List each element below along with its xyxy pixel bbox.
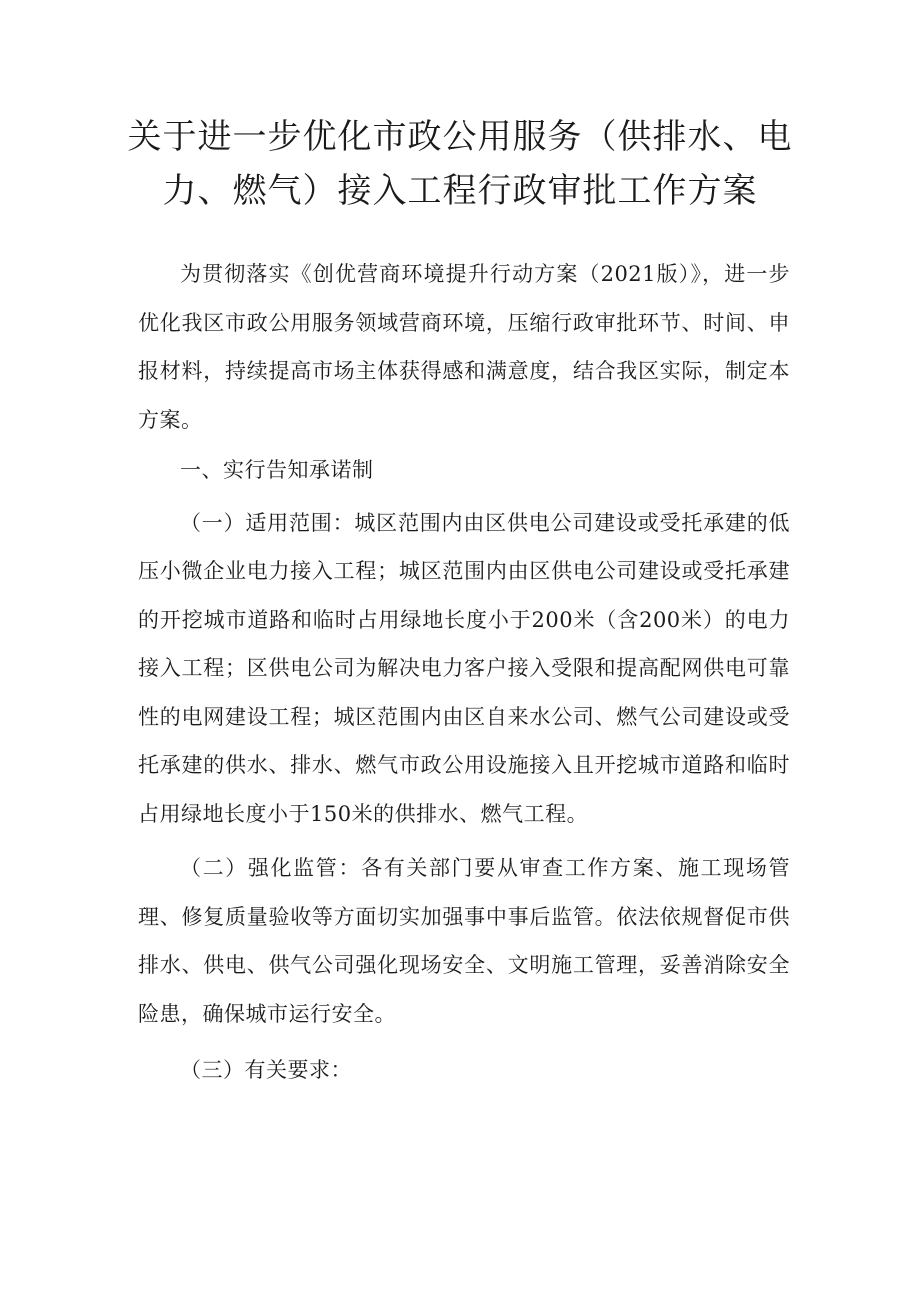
title-line-1: 关于进一步优化市政公用服务（供排水、电 <box>127 117 793 157</box>
paragraph-scope: （一）适用范围：城区范围内由区供电公司建设或受托承建的低压小微企业电力接入工程；城区范围内由区供电公司建设或受托承建的开挖城市道路和临时占用绿地长度小于200米（含200米）的电力接入工程；区供电公司为解决电力客户接入受限和提高配网供电可靠性的电网建设工程；城区范围内由区自来水公司、燃气公司建设或受托承建的供水、排水、燃气市政公用设施接入且开挖城市道路和临时占用绿地长度小于150米的供排水、燃气工程。 <box>138 510 790 826</box>
document-title <box>120 110 800 218</box>
section-heading-1: 一、实行告知承诺制 <box>180 458 374 482</box>
paragraph-supervision: （二）强化监管：各有关部门要从审查工作方案、施工现场管理、修复质量验收等方面切实加强事中事后监管。依法依规督促市供排水、供电、供气公司强化现场安全、文明施工管理，妥善消除安全险患，确保城市运行安全。 <box>138 856 790 1026</box>
paragraph-requirements: （三）有关要求： <box>180 1058 352 1082</box>
title-line-2: 力、燃气）接入工程行政审批工作方案 <box>162 171 758 211</box>
paragraph-intro: 为贯彻落实《创优营商环境提升行动方案（2021版）》，进一步优化我区市政公用服务领域营商环境，压缩行政审批环节、时间、申报材料，持续提高市场主体获得感和满意度，结合我区实际，制定本方案。 <box>138 262 790 432</box>
document-body <box>138 250 790 1095</box>
